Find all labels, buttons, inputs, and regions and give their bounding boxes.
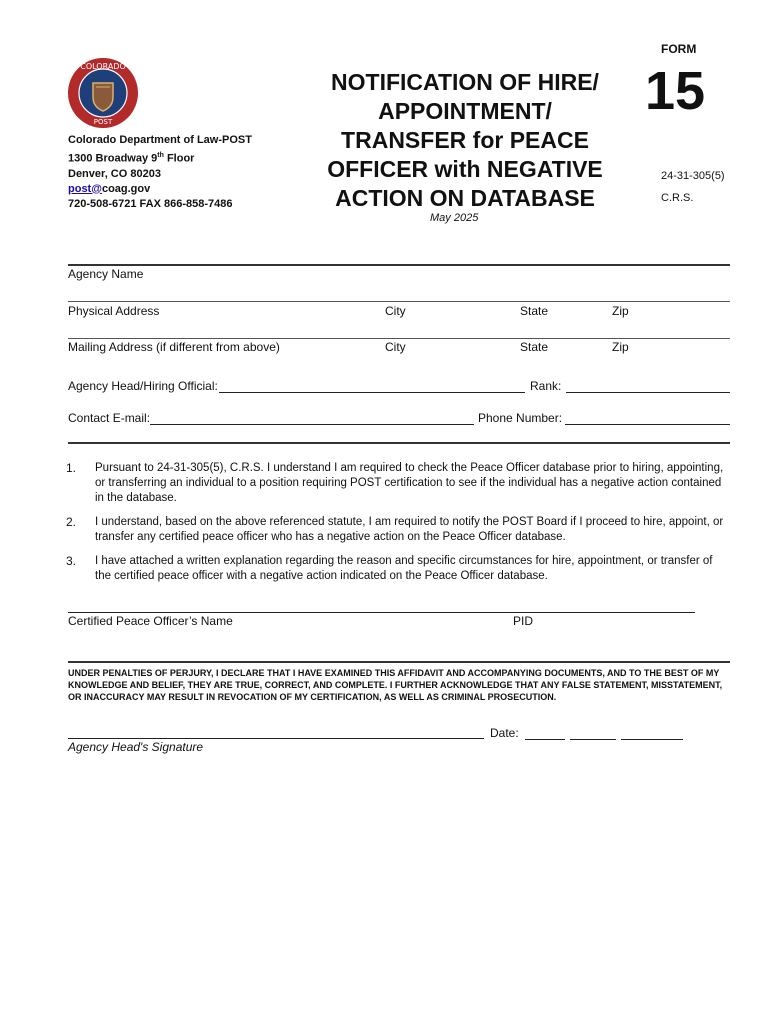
svg-text:COLORADO: COLORADO bbox=[80, 62, 126, 71]
field-rule bbox=[68, 301, 730, 302]
item-number: 1. bbox=[66, 461, 77, 475]
org-info bbox=[68, 133, 252, 212]
org-address-line1: 1300 Broadway 9th Floor bbox=[68, 152, 195, 165]
form-label: FORM bbox=[661, 42, 697, 56]
agency-name-label: Agency Name bbox=[68, 267, 144, 281]
physical-address-label: Physical Address bbox=[68, 304, 160, 318]
colorado-post-seal-logo bbox=[67, 57, 139, 129]
officer-name-label: Certified Peace Officer’s Name bbox=[68, 614, 233, 628]
mailing-state-label: State bbox=[520, 340, 549, 354]
field-rule bbox=[68, 338, 730, 339]
section-rule bbox=[68, 661, 730, 663]
form-date: May 2025 bbox=[430, 212, 479, 224]
org-email: post@coag.gov bbox=[68, 182, 151, 195]
contact-email-field[interactable] bbox=[150, 411, 474, 425]
title-line: OFFICER with NEGATIVE bbox=[327, 156, 603, 182]
svg-text:POST: POST bbox=[93, 118, 113, 126]
perjury-statement: UNDER PENALTIES OF PERJURY, I DECLARE THAT I HAVE EXAMINED THIS AFFIDAVIT AND ACCOMPANYING DOCUMENTS, AND TO THE BEST OF MY KNOWLEDGE AND BELIEF, THEY ARE TRUE, CORRECT, AND COMPLETE. I FURTHER ACKNOWLEDGE THAT ANY FALSE STATEMENT, MISSTATEMENT, OR INACCURACY MAY RESULT IN REVOCATION OF MY CERTIFICATION, AS WELL AS CRIMINAL PROSECUTION. bbox=[68, 668, 723, 702]
contact-email-label: Contact E-mail: bbox=[68, 411, 151, 425]
item-text: Pursuant to 24-31-305(5), C.R.S. I understand I am required to check the Peace Officer database prior to hiring, appointing, or transferring an individual to a position requiring POST certification to see if the individual has a negative action contained in the database. bbox=[95, 462, 724, 504]
signature-label: Agency Head's Signature bbox=[68, 740, 204, 754]
pid-label: PID bbox=[513, 614, 534, 628]
email-link[interactable]: post@ bbox=[68, 182, 102, 195]
zip-label: Zip bbox=[612, 304, 629, 318]
phone-number-field[interactable] bbox=[565, 411, 730, 425]
mailing-zip-label: Zip bbox=[612, 340, 629, 354]
signature-field[interactable] bbox=[68, 720, 484, 739]
form-number: 15 bbox=[645, 61, 706, 121]
officer-name-field[interactable] bbox=[68, 592, 695, 613]
state-label: State bbox=[520, 304, 549, 318]
title-line: NOTIFICATION OF HIRE/ bbox=[331, 69, 599, 95]
agency-head-field[interactable] bbox=[219, 379, 525, 393]
city-label: City bbox=[385, 304, 406, 318]
agency-head-label: Agency Head/Hiring Official: bbox=[68, 379, 218, 393]
phone-number-label: Phone Number: bbox=[478, 411, 563, 425]
item-number: 2. bbox=[66, 515, 77, 529]
title-line: TRANSFER for PEACE bbox=[341, 127, 589, 153]
rank-label: Rank: bbox=[530, 379, 562, 393]
form-title bbox=[300, 68, 630, 213]
org-phone-fax: 720-508-6721 FAX 866-858-7486 bbox=[68, 197, 233, 210]
title-line: ACTION ON DATABASE bbox=[335, 185, 595, 211]
rank-field[interactable] bbox=[566, 379, 730, 393]
item-text: I understand, based on the above referenced statute, I am required to notify the POST Board if I proceed to hire, appoint, or transfer any certified peace officer who has a negative action on the Peace Officer database. bbox=[95, 516, 724, 543]
date-year-field[interactable] bbox=[621, 726, 683, 740]
title-line: APPOINTMENT/ bbox=[378, 98, 552, 124]
item-text: I have attached a written explanation regarding the reason and specific circumstances for hire, appointment, or transfer of the certified peace officer with a negative action indicated on the Peace Officer database. bbox=[95, 555, 713, 582]
date-month-field[interactable] bbox=[525, 726, 565, 740]
section-rule bbox=[68, 442, 730, 444]
statute-reference: 24-31-305(5) C.R.S. bbox=[661, 170, 725, 204]
date-day-field[interactable] bbox=[570, 726, 616, 740]
date-label: Date: bbox=[490, 726, 519, 740]
item-number: 3. bbox=[66, 554, 77, 568]
org-address-line2: Denver, CO 80203 bbox=[68, 167, 161, 180]
mailing-address-label: Mailing Address (if different from above) bbox=[68, 340, 280, 354]
agency-name-field[interactable] bbox=[150, 266, 730, 296]
mailing-city-label: City bbox=[385, 340, 406, 354]
org-name: Colorado Department of Law-POST bbox=[68, 134, 252, 146]
